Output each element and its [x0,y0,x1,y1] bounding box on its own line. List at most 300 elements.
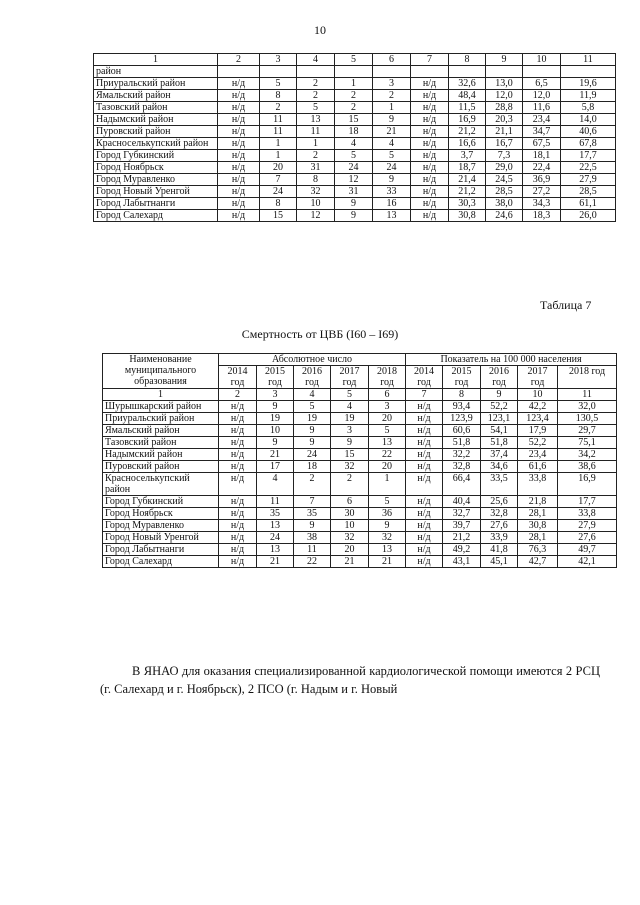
year-header-cell: 2015 год [257,366,294,389]
row-name-cell: Город Салехард [103,556,219,568]
value-cell: 2 [373,90,411,102]
value-cell: 11 [297,126,335,138]
value-cell: 1 [260,150,297,162]
value-cell [335,66,373,78]
value-cell: 28,8 [486,102,523,114]
value-cell [411,66,449,78]
value-cell: 20 [260,162,297,174]
value-cell: н/д [219,508,257,520]
value-cell: 42,2 [518,401,558,413]
table-row [103,556,617,568]
table-row [103,437,617,449]
value-cell: 12,0 [523,90,561,102]
value-cell: 1 [260,138,297,150]
value-cell: 2 [297,90,335,102]
row-name-cell: Ямальский район [94,90,218,102]
header-number-cell: 3 [257,389,294,401]
value-cell: н/д [411,126,449,138]
value-cell: 9 [331,437,369,449]
value-cell: 27,9 [558,520,617,532]
value-cell [486,66,523,78]
value-cell: 30,3 [449,198,486,210]
value-cell: 3 [373,78,411,90]
value-cell: н/д [218,210,260,222]
value-cell: 52,2 [481,401,518,413]
value-cell: н/д [411,138,449,150]
value-cell: 16,9 [558,473,617,496]
value-cell: 21,8 [518,496,558,508]
row-name-cell: Надымский район [103,449,219,461]
value-cell: 10 [257,425,294,437]
value-cell: 9 [294,437,331,449]
value-cell: 13 [257,520,294,532]
value-cell: н/д [406,401,443,413]
value-cell: 21,4 [449,174,486,186]
row-name-cell: Город Муравленко [103,520,219,532]
value-cell: 9 [335,198,373,210]
value-cell: 21,1 [486,126,523,138]
value-cell: 15 [260,210,297,222]
value-cell: н/д [218,126,260,138]
value-cell: 11 [257,496,294,508]
value-cell: н/д [406,508,443,520]
header-number-cell: 3 [260,54,297,66]
value-cell: н/д [406,437,443,449]
value-cell: н/д [406,520,443,532]
table-row [94,114,616,126]
value-cell: н/д [219,473,257,496]
value-cell: н/д [411,198,449,210]
value-cell: 42,7 [518,556,558,568]
header-number-cell: 11 [558,389,617,401]
value-cell: 5,8 [561,102,616,114]
header-number-cell: 6 [373,54,411,66]
value-cell: 28,5 [486,186,523,198]
value-cell: н/д [219,461,257,473]
value-cell: 28,1 [518,532,558,544]
value-cell: 33,8 [518,473,558,496]
value-cell: 2 [297,78,335,90]
value-cell: 4 [331,401,369,413]
value-cell: 123,4 [518,413,558,425]
row-name-cell: Красноселькупский район [103,473,219,496]
row-name-cell: Город Муравленко [94,174,218,186]
value-cell: 24 [260,186,297,198]
value-cell: н/д [219,520,257,532]
table-row [103,532,617,544]
row-name-cell: Город Ноябрьск [103,508,219,520]
header-number-cell: 11 [561,54,616,66]
value-cell: н/д [411,114,449,126]
value-cell: 15 [331,449,369,461]
value-cell: 61,1 [561,198,616,210]
value-cell: 49,2 [443,544,481,556]
value-cell: 32,8 [481,508,518,520]
header-number-cell: 1 [103,389,219,401]
value-cell: 45,1 [481,556,518,568]
value-cell: 38,0 [486,198,523,210]
value-cell: 5 [260,78,297,90]
value-cell: 8 [260,90,297,102]
table-title: Смертность от ЦВБ (I60 – I69) [241,327,399,341]
table-row [94,66,616,78]
value-cell: н/д [219,449,257,461]
value-cell: н/д [411,174,449,186]
group-abs-header: Абсолютное число [219,354,406,366]
value-cell: 2 [294,473,331,496]
value-cell: н/д [406,544,443,556]
value-cell: н/д [218,162,260,174]
value-cell: 6 [331,496,369,508]
value-cell: 52,2 [518,437,558,449]
value-cell: н/д [411,210,449,222]
value-cell: 17 [257,461,294,473]
value-cell: 30,8 [518,520,558,532]
value-cell: 21 [257,556,294,568]
value-cell: 18,1 [523,150,561,162]
value-cell: 34,3 [523,198,561,210]
row-name-cell: Надымский район [94,114,218,126]
table-row [103,520,617,532]
value-cell: 21,2 [449,126,486,138]
value-cell: 5 [294,401,331,413]
value-cell: 32,0 [558,401,617,413]
value-cell: н/д [406,449,443,461]
value-cell: 1 [297,138,335,150]
header-number-cell: 5 [331,389,369,401]
cvd-mortality-table [102,353,617,568]
value-cell: н/д [411,150,449,162]
value-cell: 7,3 [486,150,523,162]
table-row [103,508,617,520]
value-cell: 123,9 [443,413,481,425]
value-cell: н/д [406,556,443,568]
value-cell: 19 [294,413,331,425]
value-cell: 18 [335,126,373,138]
value-cell: 34,6 [481,461,518,473]
value-cell: 11,9 [561,90,616,102]
value-cell: 123,1 [481,413,518,425]
table-row [103,461,617,473]
value-cell: 1 [369,473,406,496]
value-cell: 67,8 [561,138,616,150]
value-cell: 3,7 [449,150,486,162]
value-cell: 13 [257,544,294,556]
table-row [94,198,616,210]
value-cell: 66,4 [443,473,481,496]
value-cell: 3 [369,401,406,413]
value-cell: 61,6 [518,461,558,473]
value-cell: 5 [297,102,335,114]
value-cell: н/д [218,114,260,126]
value-cell: 26,0 [561,210,616,222]
value-cell: 21 [331,556,369,568]
value-cell: 6,5 [523,78,561,90]
value-cell: 1 [335,78,373,90]
row-name-cell: Пуровский район [103,461,219,473]
value-cell: 32,8 [443,461,481,473]
value-cell [449,66,486,78]
value-cell: н/д [406,461,443,473]
value-cell [561,66,616,78]
value-cell: 38 [294,532,331,544]
value-cell: 30,8 [449,210,486,222]
row-name-cell: Ямальский район [103,425,219,437]
value-cell: н/д [219,425,257,437]
value-cell: 11,5 [449,102,486,114]
value-cell: 33,5 [481,473,518,496]
year-header-cell: 2014 год [406,366,443,389]
value-cell: 48,4 [449,90,486,102]
table-row [103,496,617,508]
value-cell: 24 [294,449,331,461]
value-cell: 24,6 [486,210,523,222]
value-cell [373,66,411,78]
year-header-cell: 2014 год [219,366,257,389]
value-cell: 24 [373,162,411,174]
value-cell: 29,0 [486,162,523,174]
value-cell: н/д [411,186,449,198]
value-cell: 9 [373,174,411,186]
row-name-cell: Шурышкарский район [103,401,219,413]
value-cell: 16,9 [449,114,486,126]
table-row [94,90,616,102]
value-cell: н/д [406,425,443,437]
value-cell: 31 [297,162,335,174]
row-name-cell: Город Губкинский [94,150,218,162]
value-cell: 8 [297,174,335,186]
value-cell: 21 [369,556,406,568]
value-cell: 9 [335,210,373,222]
value-cell: 9 [257,437,294,449]
table-row [94,162,616,174]
value-cell: 41,8 [481,544,518,556]
row-name-cell: Город Новый Уренгой [103,532,219,544]
value-cell: 13 [369,437,406,449]
value-cell: 2 [297,150,335,162]
value-cell: 13 [297,114,335,126]
value-cell: 36 [369,508,406,520]
value-cell: 11 [260,114,297,126]
header-number-cell: 8 [449,54,486,66]
value-cell: 51,8 [481,437,518,449]
row-name-cell: Тазовский район [103,437,219,449]
table-row [103,473,617,496]
value-cell: 22 [369,449,406,461]
page-number: 10 [314,23,326,37]
year-header-cell: 2016 год [294,366,331,389]
value-cell [218,66,260,78]
value-cell: 32 [331,461,369,473]
value-cell: 24 [257,532,294,544]
row-name-cell: район [94,66,218,78]
table-row [94,78,616,90]
value-cell: н/д [219,532,257,544]
value-cell: 38,6 [558,461,617,473]
table-row [94,210,616,222]
value-cell: 19,6 [561,78,616,90]
value-cell: 21 [257,449,294,461]
value-cell: 4 [373,138,411,150]
header-number-cell: 4 [294,389,331,401]
value-cell: 39,7 [443,520,481,532]
value-cell: н/д [406,413,443,425]
row-name-cell: Приуральский район [103,413,219,425]
row-name-cell: Город Салехард [94,210,218,222]
value-cell: 2 [331,473,369,496]
value-cell: 17,7 [561,150,616,162]
value-cell: 11 [260,126,297,138]
year-header-cell: 2016 год [481,366,518,389]
value-cell: 36,9 [523,174,561,186]
value-cell: 11 [294,544,331,556]
header-number-cell: 8 [443,389,481,401]
value-cell: 17,9 [518,425,558,437]
header-number-cell: 9 [481,389,518,401]
value-cell: 22,4 [523,162,561,174]
value-cell: 9 [373,114,411,126]
value-cell: 27,2 [523,186,561,198]
value-cell: 9 [294,520,331,532]
value-cell: н/д [218,90,260,102]
value-cell: 35 [257,508,294,520]
row-name-cell: Красноселькупский район [94,138,218,150]
table-row [94,138,616,150]
value-cell: 5 [335,150,373,162]
value-cell: 32 [369,532,406,544]
col-name-header: Наименование муниципального образования [103,354,219,389]
value-cell: 76,3 [518,544,558,556]
value-cell: 18 [294,461,331,473]
value-cell: 24 [335,162,373,174]
value-cell: 29,7 [558,425,617,437]
table-row [94,126,616,138]
value-cell: 22,5 [561,162,616,174]
value-cell: 33,8 [558,508,617,520]
header-number-cell: 6 [369,389,406,401]
table-header-numbers [94,54,616,66]
value-cell: 20 [331,544,369,556]
value-cell: 42,1 [558,556,617,568]
header-number-cell: 7 [406,389,443,401]
value-cell: 13 [373,210,411,222]
value-cell: 16 [373,198,411,210]
value-cell: н/д [219,413,257,425]
row-name-cell: Город Лабытнанги [94,198,218,210]
body-paragraph: В ЯНАО для оказания специализированной кардиологической помощи имеются 2 РСЦ (г. Салехард и г. Ноябрьск), 2 ПСО (г. Надым и г. Новый [100,664,600,696]
header-number-cell: 10 [518,389,558,401]
value-cell: 13 [369,544,406,556]
value-cell: н/д [218,150,260,162]
value-cell: 23,4 [523,114,561,126]
value-cell: 21 [373,126,411,138]
value-cell: 2 [260,102,297,114]
table-label: Таблица 7 [540,298,592,312]
header-number-cell: 2 [218,54,260,66]
row-name-cell: Город Лабытнанги [103,544,219,556]
header-number-cell: 4 [297,54,335,66]
value-cell: 28,1 [518,508,558,520]
value-cell: 32 [297,186,335,198]
table-row [103,544,617,556]
year-header-cell: 2015 год [443,366,481,389]
value-cell: 16,6 [449,138,486,150]
value-cell: н/д [406,473,443,496]
value-cell: 60,6 [443,425,481,437]
value-cell: 11,6 [523,102,561,114]
header-number-cell: 1 [94,54,218,66]
value-cell: 21,2 [449,186,486,198]
value-cell: 40,6 [561,126,616,138]
value-cell: 34,7 [523,126,561,138]
value-cell: н/д [219,544,257,556]
value-cell: н/д [218,186,260,198]
value-cell: 18,7 [449,162,486,174]
value-cell: 8 [260,198,297,210]
value-cell: 3 [331,425,369,437]
value-cell: 7 [260,174,297,186]
row-name-cell: Тазовский район [94,102,218,114]
value-cell [260,66,297,78]
value-cell: н/д [406,532,443,544]
row-name-cell: Город Губкинский [103,496,219,508]
value-cell: 27,6 [558,532,617,544]
value-cell: 23,4 [518,449,558,461]
value-cell: 5 [369,425,406,437]
value-cell: 2 [335,102,373,114]
year-header-cell: 2017 год [331,366,369,389]
table-row [103,401,617,413]
value-cell: 35 [294,508,331,520]
value-cell: н/д [218,138,260,150]
value-cell: 75,1 [558,437,617,449]
value-cell: 4 [335,138,373,150]
value-cell: 9 [294,425,331,437]
header-number-cell: 9 [486,54,523,66]
group-rate-header: Показатель на 100 000 населения [406,354,617,366]
table-row [103,413,617,425]
row-name-cell: Приуральский район [94,78,218,90]
table-row [103,449,617,461]
value-cell: 22 [294,556,331,568]
value-cell: 40,4 [443,496,481,508]
value-cell: 25,6 [481,496,518,508]
value-cell: 13,0 [486,78,523,90]
value-cell: 7 [294,496,331,508]
value-cell: 1 [373,102,411,114]
value-cell: н/д [218,198,260,210]
value-cell: 20 [369,461,406,473]
value-cell: 9 [369,520,406,532]
table-header-numbers [103,389,617,401]
value-cell: 16,7 [486,138,523,150]
table-row [94,174,616,186]
value-cell: 33,9 [481,532,518,544]
value-cell: н/д [411,162,449,174]
row-name-cell: Город Новый Уренгой [94,186,218,198]
value-cell: 37,4 [481,449,518,461]
value-cell: н/д [218,78,260,90]
value-cell: 14,0 [561,114,616,126]
value-cell: 93,4 [443,401,481,413]
table-row [94,102,616,114]
value-cell: н/д [219,437,257,449]
value-cell: 21,2 [443,532,481,544]
header-number-cell: 10 [523,54,561,66]
value-cell: 10 [331,520,369,532]
value-cell: н/д [411,78,449,90]
value-cell: н/д [218,102,260,114]
